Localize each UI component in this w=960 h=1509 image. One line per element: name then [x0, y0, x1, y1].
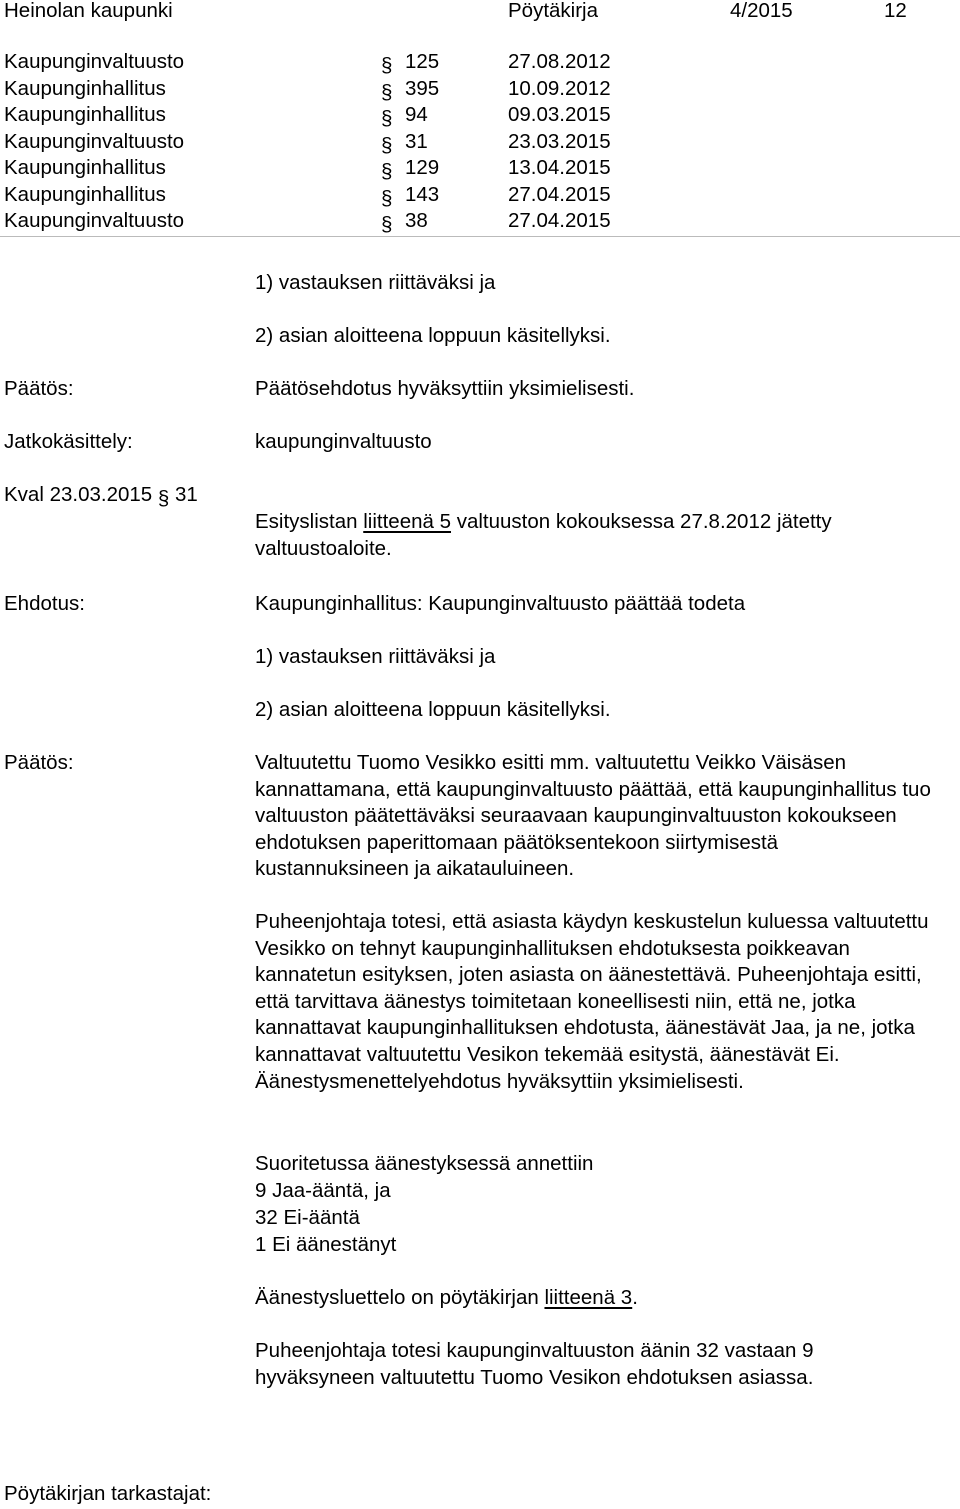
history-row — [0, 208, 960, 235]
section-sign-icon: § — [381, 213, 393, 236]
history-number: 129 — [405, 156, 440, 179]
vote-list-text: Äänestysluettelo on pöytäkirjan — [255, 1286, 545, 1309]
history-body: Kaupunginvaltuusto — [4, 209, 185, 232]
section-sign-icon: § — [157, 487, 170, 510]
signers-label: Pöytäkirjan tarkastajat: — [4, 1482, 212, 1505]
section-reference-number: 31 — [175, 483, 198, 506]
history-row — [0, 76, 960, 103]
vote-list-sentence — [255, 1285, 638, 1312]
history-date: 27.08.2012 — [508, 50, 611, 73]
vote-absent: 1 Ei äänestänyt — [255, 1233, 397, 1256]
history-body: Kaupunginvaltuusto — [4, 129, 185, 153]
decision-label: Päätös: — [4, 751, 74, 774]
decision-label: Päätös: — [4, 377, 74, 400]
decision-text: Päätösehdotus hyväksyttiin yksimielisesti. — [255, 377, 635, 400]
history-number: 94 — [405, 103, 428, 126]
section-sign-icon: § — [381, 133, 393, 157]
vote-intro: Suoritetussa äänestyksessä annettiin — [255, 1152, 594, 1175]
attachment-link[interactable]: liitteenä 5 — [363, 510, 451, 533]
section-sign-icon: § — [381, 54, 393, 77]
history-number: 125 — [405, 50, 440, 73]
intro-paragraph — [255, 509, 935, 562]
history-date: 09.03.2015 — [508, 103, 611, 126]
section-reference-prefix: Kval 23.03.2015 — [4, 483, 153, 506]
section-reference — [4, 482, 198, 509]
decision-paragraph-1: Valtuutettu Tuomo Vesikko esitti mm. valtuutettu Veikko Väisäsen kannattamana, että kaupunginvaltuusto päättää, että kaupunginhallitus tuo valtuuston päätettäväksi seuraavaan kaupunginvaltuuston kokoukseen ehdotuksen paperittomaan päätöksentekoon siirtymisestä kustannuksineen ja aikatauluineen. — [255, 751, 931, 881]
history-body: Kaupunginvaltuusto — [4, 50, 185, 73]
intro-text-start: Esityslistan — [255, 510, 364, 533]
section2-item1: 1) vastauksen riittäväksi ja — [255, 645, 496, 668]
section1-item2: 2) asian aloitteena loppuun käsitellyksi. — [255, 324, 611, 347]
history-body: Kaupunginhallitus — [4, 103, 166, 126]
history-number: 38 — [405, 209, 428, 232]
history-date: 27.04.2015 — [508, 209, 611, 232]
section-sign-icon: § — [381, 186, 393, 210]
history-number: 31 — [405, 129, 428, 153]
followup-text: kaupunginvaltuusto — [255, 430, 432, 453]
proposal-text: Kaupunginhallitus: Kaupunginvaltuusto päättää todeta — [255, 592, 746, 615]
issue-number: 4/2015 — [730, 0, 793, 22]
vote-list-end: . — [632, 1286, 638, 1309]
document-type: Pöytäkirja — [508, 0, 599, 22]
history-number: 143 — [405, 182, 440, 206]
table-divider — [0, 236, 960, 237]
section-sign-icon: § — [381, 80, 393, 104]
page-number: 12 — [884, 0, 907, 22]
history-row — [0, 129, 960, 156]
proposal-label: Ehdotus: — [4, 592, 85, 615]
history-row — [0, 155, 960, 182]
history-date: 23.03.2015 — [508, 129, 611, 153]
history-date: 27.04.2015 — [508, 182, 611, 206]
intro-text-end: valtuuston kokouksessa 27.8.2012 jätetty valtuustoaloite. — [255, 510, 832, 560]
history-row — [0, 49, 960, 76]
vote-yes: 9 Jaa-ääntä, ja — [255, 1179, 391, 1202]
section1-item1: 1) vastauksen riittäväksi ja — [255, 271, 496, 294]
history-body: Kaupunginhallitus — [4, 156, 166, 179]
section-sign-icon: § — [381, 160, 393, 183]
decision-paragraph-2: Puheenjohtaja totesi, että asiasta käydyn keskustelun kuluessa valtuutettu Vesikko on tehnyt kaupunginhallituksen ehdotuksesta poikkeavan kannatetun esityksen, joten asiasta on äänestettävä. Puheenjohtaja esitti, että tarvittava äänestys toimitetaan koneellisesti niin, että ne, jotka kannattavat kaupunginhallituksen ehdotusta, äänestävät Jaa, ja ne, jotka kannattavat valtuutettu Vesikon tekemää esitystä, äänestävät Ei. Äänestysmenettelyehdotus hyväksyttiin yksimielisesti. — [255, 910, 929, 1093]
vote-no: 32 Ei-ääntä — [255, 1206, 360, 1229]
history-date: 10.09.2012 — [508, 76, 611, 100]
final-paragraph: Puheenjohtaja totesi kaupunginvaltuuston äänin 32 vastaan 9 hyväksyneen valtuutettu Tuomo Vesikon ehdotuksen asiassa. — [255, 1339, 814, 1389]
history-body: Kaupunginhallitus — [4, 182, 166, 206]
section2-item2: 2) asian aloitteena loppuun käsitellyksi. — [255, 698, 611, 721]
organization-name: Heinolan kaupunki — [4, 0, 173, 22]
history-body: Kaupunginhallitus — [4, 76, 166, 100]
section-sign-icon: § — [381, 107, 393, 130]
history-row — [0, 102, 960, 129]
history-number: 395 — [405, 76, 440, 100]
history-date: 13.04.2015 — [508, 156, 611, 179]
history-row — [0, 182, 960, 209]
followup-label: Jatkokäsittely: — [4, 430, 133, 453]
vote-list-attachment-link[interactable]: liitteenä 3 — [544, 1286, 633, 1309]
